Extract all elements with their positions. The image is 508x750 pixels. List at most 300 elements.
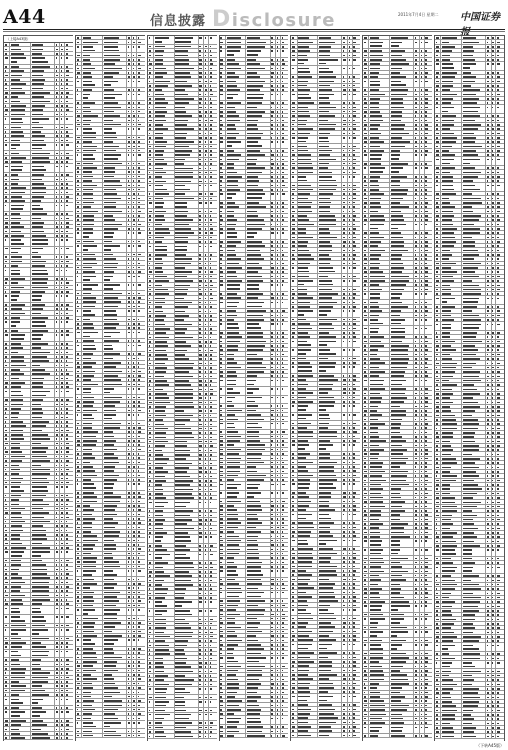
cell-text-stroke [66,92,69,94]
cell-text-stroke [32,169,46,171]
cell-text-stroke [61,352,62,354]
table-cell [10,376,31,379]
table-cell [10,645,31,648]
cell-text-stroke [11,616,20,618]
cell-text-stroke [128,535,129,537]
table-cell [10,667,31,670]
cell-text-stroke [138,267,140,269]
cell-text-stroke [66,460,69,462]
cell-text-stroke [61,187,63,189]
table-cell [137,625,145,628]
cell-text-stroke [83,306,95,308]
cell-text-stroke [199,111,201,113]
table-cell [154,49,175,52]
cell-text-stroke [149,94,151,96]
cell-text-stroke [149,232,151,234]
cell-text-stroke [66,629,69,631]
table-cell [209,110,217,113]
table-cell [31,455,55,458]
cell-text-stroke [61,638,62,640]
cell-text-stroke [210,328,213,330]
table-cell [103,443,127,446]
cell-text-stroke [128,718,130,720]
cell-text-stroke [32,105,45,107]
table-cell [10,589,31,592]
cell-text-stroke [133,198,135,200]
cell-text-stroke [77,150,79,152]
cell-text-stroke [138,215,140,217]
cell-text-stroke [133,271,134,273]
cell-text-stroke [66,638,69,640]
cell-text-stroke [61,412,62,414]
cell-text-stroke [61,205,62,207]
table-cell [82,378,103,381]
cell-text-stroke [56,599,58,601]
cell-text-stroke [199,94,201,96]
cell-text-stroke [133,583,135,585]
cell-text-stroke [56,603,58,605]
cell-text-stroke [133,375,134,377]
cell-text-stroke [155,55,163,57]
table-cell [65,86,73,89]
cell-text-stroke [128,310,130,312]
cell-text-stroke [199,232,200,234]
cell-text-stroke [83,115,98,117]
cell-text-stroke [32,659,41,661]
table-cell [154,145,175,148]
table-cell [65,736,73,739]
table-cell [154,227,175,230]
cell-text-stroke [5,443,8,445]
cell-text-stroke [66,560,69,562]
table-cell [137,296,145,299]
cell-text-stroke [61,96,62,98]
cell-text-stroke [175,215,186,217]
cell-text-stroke [56,651,58,653]
cell-text-stroke [61,672,62,674]
table-cell [137,266,145,269]
cell-text-stroke [149,141,151,143]
cell-text-stroke [210,293,213,295]
table-cell [103,300,127,303]
cell-text-stroke [61,438,62,440]
table-cell [31,247,55,255]
cell-text-stroke [128,263,129,265]
table-cell [154,110,175,113]
table-cell [10,342,31,345]
table-row [76,92,145,101]
cell-text-stroke [5,699,7,701]
cell-text-stroke [11,412,19,414]
cell-text-stroke [205,271,206,273]
cell-text-stroke [11,417,18,419]
cell-text-stroke [11,49,21,51]
cell-text-stroke [104,553,113,555]
table-cell [154,292,175,295]
table-cell [137,460,145,463]
cell-text-stroke [133,81,134,83]
table-cell [175,244,199,252]
cell-text-stroke [128,323,130,325]
cell-text-stroke [133,678,134,680]
cell-text-stroke [11,677,25,679]
cell-text-stroke [128,479,129,481]
cell-text-stroke [83,366,92,368]
cell-text-stroke [138,254,141,256]
table-cell [10,47,31,50]
cell-text-stroke [66,586,69,588]
cell-text-stroke [175,176,193,178]
cell-text-stroke [138,427,141,429]
table-cell [82,79,103,87]
cell-text-stroke [205,193,206,195]
cell-text-stroke [104,319,117,321]
table-cell [10,598,31,601]
cell-text-stroke [104,310,116,312]
cell-text-stroke [133,440,135,442]
cell-text-stroke [77,605,79,607]
table-cell [137,591,145,594]
table-cell [82,634,103,637]
cell-text-stroke [138,345,141,347]
cell-text-stroke [104,670,119,672]
cell-text-stroke [133,444,134,446]
newspaper-brand: 中国证券报 [460,8,508,38]
cell-text-stroke [199,72,201,74]
cell-text-stroke [66,482,69,484]
cell-text-stroke [77,423,80,425]
cell-text-stroke [155,280,169,282]
cell-text-stroke [199,146,201,148]
cell-text-stroke [56,551,58,553]
cell-text-stroke [138,527,140,529]
cell-text-stroke [149,306,151,308]
cell-text-stroke [56,434,58,436]
table-cell [31,559,55,562]
cell-text-stroke [66,668,69,670]
cell-text-stroke [138,514,140,516]
cell-text-stroke [133,709,135,711]
cell-text-stroke [155,41,162,43]
table-cell [103,430,127,433]
cell-text-stroke [66,456,68,458]
table-cell [209,275,217,278]
table-cell [103,664,127,667]
table-cell [31,177,55,180]
cell-text-stroke [32,118,49,120]
table-cell [65,333,73,341]
cell-text-stroke [128,193,130,195]
cell-text-stroke [32,595,49,597]
cell-text-stroke [66,404,68,406]
cell-text-stroke [77,167,79,169]
cell-text-stroke [138,171,141,173]
cell-text-stroke [32,430,43,432]
cell-text-stroke [83,379,91,381]
cell-text-stroke [61,313,62,315]
cell-text-stroke [104,622,121,624]
cell-text-stroke [155,146,166,148]
cell-text-stroke [77,631,79,633]
cell-text-stroke [56,412,58,414]
cell-text-stroke [138,678,141,680]
cell-text-stroke [32,625,45,627]
cell-text-stroke [199,63,201,65]
cell-text-stroke [138,163,140,165]
cell-text-stroke [104,245,120,247]
cell-text-stroke [56,57,57,59]
cell-text-stroke [138,206,140,208]
table-cell [10,533,31,536]
table-cell [103,560,127,563]
table-cell [137,604,145,607]
cell-text-stroke [133,579,134,581]
cell-text-stroke [104,384,122,386]
cell-text-stroke [11,66,19,68]
cell-text-stroke [5,447,7,449]
cell-text-stroke [5,109,8,111]
cell-text-stroke [133,232,134,234]
cell-text-stroke [11,651,18,653]
cell-text-stroke [61,434,62,436]
table-cell [65,732,73,735]
cell-text-stroke [32,690,46,692]
table-cell [137,71,145,74]
table-cell [154,296,175,299]
cell-text-stroke [5,183,7,185]
table-cell [103,387,127,395]
table-cell [82,651,103,654]
cell-text-stroke [11,404,23,406]
cell-text-stroke [32,642,41,644]
table-cell [10,567,31,570]
cell-text-stroke [199,271,201,273]
cell-text-stroke [32,573,47,575]
table-cell [10,511,31,514]
table-cell [175,231,199,234]
table-cell [10,485,31,493]
table-cell [65,624,73,627]
table-cell [31,576,55,579]
cell-text-stroke [11,530,23,532]
cell-text-stroke [56,196,57,198]
cell-text-stroke [83,63,91,65]
table-cell [103,369,127,372]
cell-text-stroke [138,258,139,260]
cell-text-stroke [205,72,206,74]
cell-text-stroke [5,53,7,55]
table-cell [10,160,31,163]
cell-text-stroke [205,211,206,213]
cell-text-stroke [56,404,58,406]
cell-text-stroke [83,470,95,472]
cell-text-stroke [11,586,21,588]
cell-text-stroke [56,465,57,467]
table-cell [65,363,73,366]
table-cell [82,655,103,658]
cell-text-stroke [32,685,43,687]
cell-text-stroke [104,731,117,733]
table-cell [137,183,145,186]
cell-text-stroke [77,700,79,702]
table-cell [103,179,127,182]
cell-text-stroke [138,583,141,585]
cell-text-stroke [133,518,134,520]
table-cell [137,491,145,494]
cell-text-stroke [83,193,93,195]
cell-text-stroke [66,248,69,250]
cell-text-stroke [133,276,135,278]
cell-text-stroke [56,131,58,133]
cell-text-stroke [77,301,79,303]
table-cell [65,615,73,623]
cell-text-stroke [210,246,213,248]
cell-text-stroke [83,535,97,537]
table-cell [65,676,73,679]
table-cell [137,201,145,204]
cell-text-stroke [128,449,129,451]
cell-text-stroke [138,718,140,720]
table-cell [65,177,73,180]
cell-text-stroke [83,158,95,160]
cell-text-stroke [5,295,7,297]
table-cell [175,162,199,165]
table-cell [65,645,73,648]
cell-text-stroke [104,97,116,99]
table-cell [31,199,55,202]
table-cell [65,91,73,94]
cell-text-stroke [11,192,25,194]
cell-text-stroke [138,301,140,303]
table-cell [103,582,127,585]
cell-text-stroke [66,205,68,207]
table-cell [103,404,127,407]
cell-text-stroke [83,613,88,615]
cell-text-stroke [104,193,118,195]
table-cell [137,330,145,338]
cell-text-stroke [104,89,114,91]
table-cell [10,576,31,579]
cell-text-stroke [83,132,96,134]
table-cell [209,62,217,65]
table-cell [82,374,103,377]
table-cell [10,186,31,189]
cell-text-stroke [61,707,62,709]
table-cell [82,677,103,680]
cell-text-stroke [104,50,120,52]
cell-text-stroke [210,115,212,117]
cell-text-stroke [104,185,123,187]
table-cell [10,628,31,636]
cell-text-stroke [5,599,6,601]
cell-text-stroke [83,267,92,269]
cell-text-stroke [104,375,119,377]
cell-text-stroke [138,674,140,676]
cell-text-stroke [210,228,213,230]
cell-text-stroke [61,174,63,176]
cell-text-stroke [56,205,57,207]
cell-text-stroke [155,258,163,260]
table-cell [31,402,55,405]
table-cell [31,381,55,384]
cell-text-stroke [66,737,68,739]
table-row [4,710,73,719]
cell-text-stroke [104,107,122,109]
cell-text-stroke [61,534,62,536]
table-cell [103,495,127,498]
table-cell [31,520,55,523]
table-cell [137,101,145,104]
cell-text-stroke [66,534,68,536]
cell-text-stroke [199,59,201,61]
cell-text-stroke [66,239,68,241]
cell-text-stroke [128,466,130,468]
table-cell [209,270,217,273]
cell-text-stroke [56,347,58,349]
cell-text-stroke [56,200,58,202]
table-cell [103,304,127,307]
cell-text-stroke [5,582,8,584]
cell-text-stroke [66,235,68,237]
cell-text-stroke [155,137,163,139]
cell-text-stroke [61,153,62,155]
table-cell [209,175,217,178]
cell-text-stroke [138,709,140,711]
cell-text-stroke [199,102,200,104]
cell-text-stroke [83,340,94,342]
table-cell [10,411,31,414]
continuation-caption: （上接A43版） [4,36,73,43]
cell-text-stroke [32,486,47,488]
cell-text-stroke [77,674,79,676]
cell-text-stroke [155,293,169,295]
cell-text-stroke [175,46,190,48]
cell-text-stroke [133,553,134,555]
cell-text-stroke [5,270,7,272]
cell-text-stroke [61,525,62,527]
cell-text-stroke [104,202,116,204]
table-cell [82,395,103,398]
cell-text-stroke [138,622,141,624]
cell-text-stroke [199,202,201,204]
cell-text-stroke [205,154,206,156]
cell-text-stroke [61,248,62,250]
table-cell [103,123,127,126]
masthead-rule [3,29,505,30]
cell-text-stroke [133,505,134,507]
table-cell [137,413,145,421]
cell-text-stroke [133,107,134,109]
table-cell [82,322,103,325]
table-cell [65,727,73,730]
cell-text-stroke [133,592,135,594]
table-cell [82,604,103,607]
cell-text-stroke [104,405,116,407]
cell-text-stroke [83,293,91,295]
cell-text-stroke [77,163,80,165]
table-cell [10,108,31,111]
cell-text-stroke [77,241,80,243]
cell-text-stroke [66,378,68,380]
table-cell [137,62,145,65]
cell-text-stroke [56,226,58,228]
cell-text-stroke [83,314,96,316]
table-cell [65,442,73,445]
cell-text-stroke [83,120,92,122]
table-cell [209,166,217,169]
cell-text-stroke [11,577,22,579]
cell-text-stroke [5,343,7,345]
